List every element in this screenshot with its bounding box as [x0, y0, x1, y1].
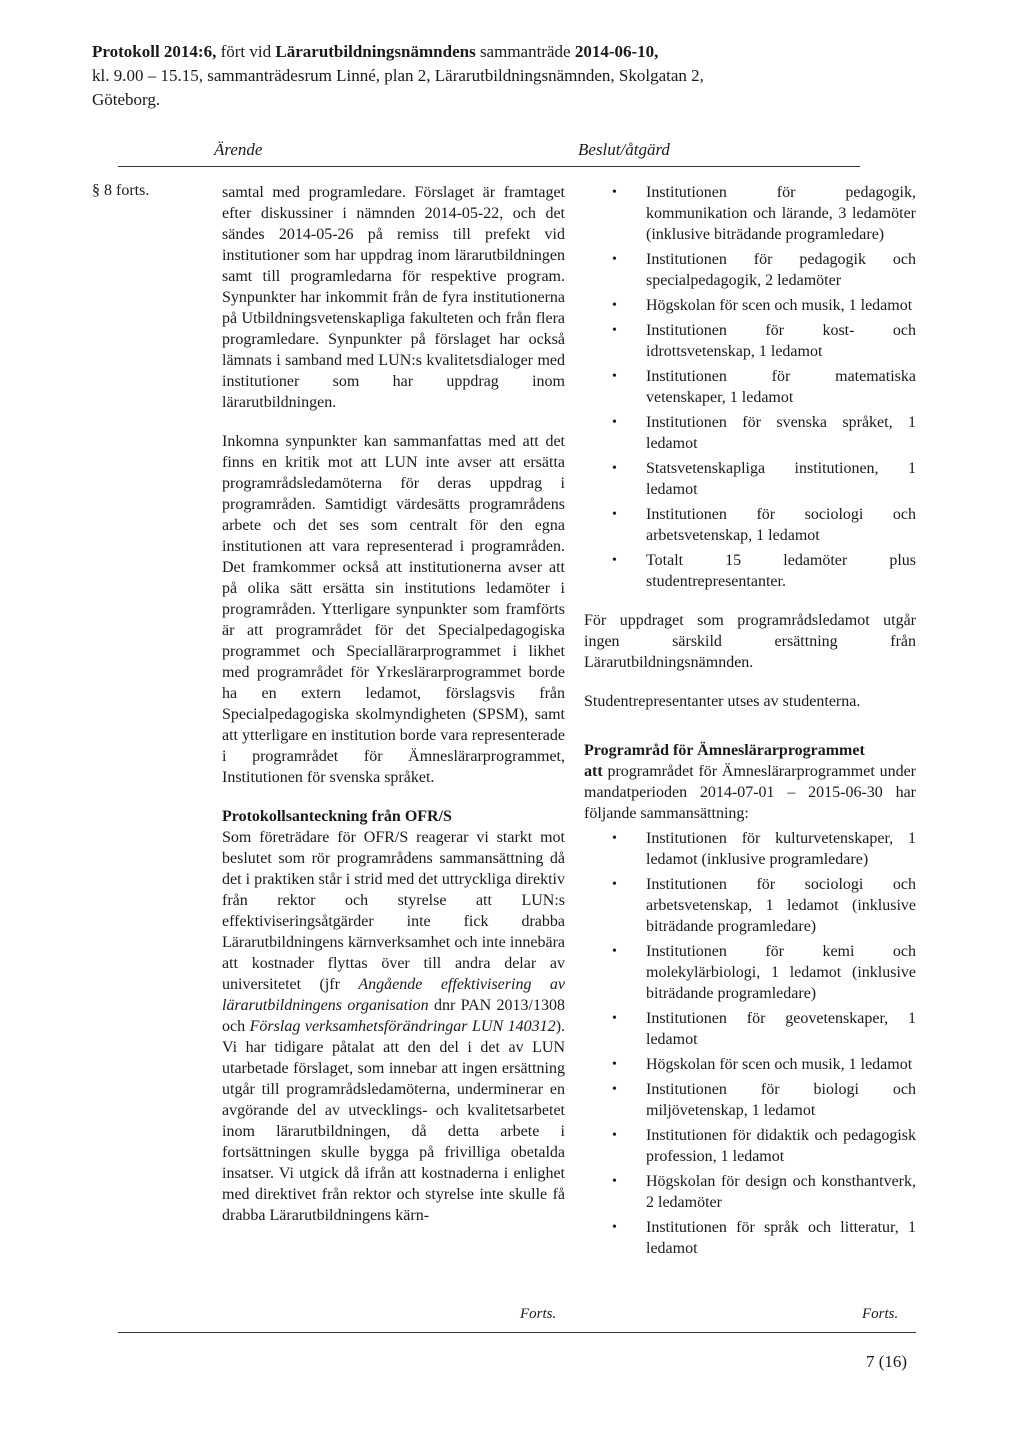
bullet-icon: • [612, 1220, 617, 1235]
column-heading-beslut: Beslut/åtgärd [578, 140, 670, 159]
list-item-text: Institutionen för kost- och idrottsvetenskap, 1 ledamot [646, 322, 916, 360]
list-item [584, 182, 916, 245]
list-item [584, 504, 916, 546]
bullet-icon: • [612, 944, 617, 959]
header-text: fört vid [216, 42, 276, 61]
protocol-number: Protokoll 2014:6, [92, 42, 217, 61]
beslut-column [584, 182, 916, 1263]
list-item [584, 1217, 916, 1259]
forts-left: Forts. [520, 1306, 557, 1322]
reference-title-1: Angående effektivisering av lärarutbildningens organisation [222, 976, 565, 1014]
list-item [584, 1079, 916, 1121]
column-heading-arende: Ärende [214, 140, 263, 159]
list-item [584, 1054, 916, 1075]
bullet-icon: • [612, 461, 617, 476]
list-item-text: Institutionen för geovetenskaper, 1 ledamot [646, 1010, 916, 1048]
bullet-icon: • [612, 507, 617, 522]
student-rep-note: Studentrepresentanter utses av studenterna. [584, 693, 861, 710]
bullet-icon: • [612, 415, 617, 430]
compensation-note: För uppdraget som programrådsledamot utgår ingen särskild ersättning från Lärarutbildningsnämnden. [584, 612, 916, 671]
list-item-text: Institutionen för svenska språket, 1 ledamot [646, 414, 916, 452]
committee-name: Lärarutbildningsnämndens [275, 42, 476, 61]
header-line-3: Göteborg. [92, 90, 161, 109]
header-text: sammanträde [475, 42, 575, 61]
section-label: § 8 forts. [92, 182, 150, 199]
list-item [584, 1171, 916, 1213]
list-item-text: Institutionen för sociologi och arbetsvetenskap, 1 ledamot [646, 506, 916, 544]
list-item-text: Institutionen för didaktik och pedagogisk profession, 1 ledamot [646, 1127, 916, 1165]
list-item [584, 295, 916, 316]
list-item-text: Institutionen för pedagogik, kommunikation och lärande, 3 ledamöter (inklusive biträdande programledare) [646, 184, 916, 243]
list-item [584, 458, 916, 500]
list-item-text: Högskolan för design och konsthantverk, 2 ledamöter [646, 1173, 916, 1211]
list-item-text: Statsvetenskapliga institutionen, 1 ledamot [646, 460, 916, 498]
list-item-text: Institutionen för biologi och miljövetenskap, 1 ledamot [646, 1081, 916, 1119]
bullet-icon: • [612, 877, 617, 892]
list-item [584, 249, 916, 291]
ofr-text: Som företrädare för OFR/S reagerar vi starkt mot beslutet som rör programrådens sammansättning då det i praktiken står i strid med det uttryckliga direktiv från rektor och styrelse att LUN:s effektiviseringsåtgärder inte fick drabba Lärarutbildningens kärnverksamhet och inte innebära att kostnader flyttas över till andra delar av universitetet (jfr [222, 829, 565, 993]
list-item-text: Institutionen för pedagogik och specialpedagogik, 2 ledamöter [646, 251, 916, 289]
programrad-heading: Programråd för Ämneslärarprogrammet [584, 742, 865, 759]
list-item-text: Institutionen för sociologi och arbetsvetenskap, 1 ledamot (inklusive biträdande programledare) [646, 876, 916, 935]
bullet-icon: • [612, 1057, 617, 1072]
list-item [584, 320, 916, 362]
bullet-icon: • [612, 1174, 617, 1189]
header-line-1 [92, 40, 952, 64]
bullet-icon: • [612, 323, 617, 338]
bottom-divider [118, 1332, 916, 1333]
bullet-icon: • [612, 831, 617, 846]
list-item [584, 874, 916, 937]
list-item [584, 941, 916, 1004]
forts-right: Forts. [862, 1306, 899, 1322]
intro-text: programrådet för Ämneslärarprogrammet under mandatperioden 2014-07-01 – 2015-06-30 har följande sammansättning: [584, 763, 916, 822]
list-item-text: Institutionen för språk och litteratur, 1 ledamot [646, 1219, 916, 1257]
top-divider [118, 166, 860, 167]
bullet-icon: • [612, 369, 617, 384]
list-item-text: Institutionen för matematiska vetenskaper, 1 ledamot [646, 368, 916, 406]
member-list-1 [584, 182, 916, 592]
list-item-text: Institutionen för kemi och molekylärbiologi, 1 ledamot (inklusive biträdande programledare) [646, 943, 916, 1002]
list-item [584, 1008, 916, 1050]
bullet-icon: • [612, 298, 617, 313]
reference-title-2: Förslag verksamhetsförändringar LUN 140312 [249, 1018, 556, 1035]
header-line-2: kl. 9.00 – 15.15, sammanträdesrum Linné, plan 2, Lärarutbildningsnämnden, Skolgatan 2, [92, 66, 704, 85]
document-header [92, 40, 952, 112]
list-item-text: Institutionen för kulturvetenskaper, 1 ledamot (inklusive programledare) [646, 830, 916, 868]
bullet-icon: • [612, 1128, 617, 1143]
list-item [584, 412, 916, 454]
meeting-date: 2014-06-10, [574, 42, 659, 61]
ofr-text: ). Vi har tidigare påtalat att den del i det av LUN utarbetade förslaget, som innebar att ingen ersättning utgår till programrådsledamöterna, underminerar en avgörande del av utvecklings- och kvalitetsarbetet inom lärarutbildningen, då detta arbete i fortsättningen skulle bygga på frivilliga obetalda insatser. Vi utgick då ifrån att kostnaderna i enlighet med direktivet från rektor och styrelse inte skulle få drabba Lärarutbildningens kärn- [222, 1018, 566, 1224]
programrad-intro [584, 761, 916, 824]
bullet-icon: • [612, 1011, 617, 1026]
arende-paragraph-1: samtal med programledare. Förslaget är framtaget efter diskussiner i nämnden 2014-05-22, och det sändes 2014-05-26 på remiss till prefekt vid institutioner som har uppdrag inom lärarutbildningen samt till programledarna för respektive program. Synpunkter har inkommit från de fyra institutionerna på Utbildningsvetenskapliga fakulteten och från flera programledare. Synpunkter på förslaget har också lämnats i samband med LUN:s kvalitetsdialoger med institutioner som har uppdrag inom lärarutbildningen. [222, 184, 565, 411]
list-item-text: Totalt 15 ledamöter plus studentrepresentanter. [646, 552, 916, 590]
arende-column [222, 182, 565, 1226]
arende-paragraph-2: Inkomna synpunkter kan sammanfattas med att det finns en kritik mot att LUN inte avser att ersätta programrådsledamöterna för deras uppdrag i programråden. Samtidigt värdesätts programrådens arbete och det ses som centralt för den egna institutionen att vara representerad i programråden. Det framkommer också att institutionerna avser att på olika sätt ersätta sin institutions ledamöter i programråden. Ytterligare synpunkter som framförts är att programrådet för det Specialpedagogiska programmet och Speciallärarprogrammet i likhet med programrådet för Yrkeslärarprogrammet borde ha en extern ledamot, förslagsvis från Specialpedagogiska skolmyndigheten (SPSM), samt att ytterligare en institution borde vara representerade i programrådet för Ämneslärarprogrammet, Institutionen för svenska språket. [222, 433, 565, 786]
list-item-text: Högskolan för scen och musik, 1 ledamot [646, 1056, 913, 1073]
list-item-text: Högskolan för scen och musik, 1 ledamot [646, 297, 913, 314]
bullet-icon: • [612, 185, 617, 200]
list-item [584, 828, 916, 870]
list-item [584, 1125, 916, 1167]
member-list-2 [584, 828, 916, 1259]
bullet-icon: • [612, 252, 617, 267]
ofr-text: dnr PAN 2013/1308 och [222, 997, 566, 1035]
list-item [584, 550, 916, 592]
att-keyword: att [584, 763, 603, 780]
list-item [584, 366, 916, 408]
bullet-icon: • [612, 553, 617, 568]
bullet-icon: • [612, 1082, 617, 1097]
ofr-note-heading: Protokollsanteckning från OFR/S [222, 808, 452, 825]
ofr-note-paragraph [222, 827, 565, 1226]
page-number: 7 (16) [866, 1352, 908, 1371]
